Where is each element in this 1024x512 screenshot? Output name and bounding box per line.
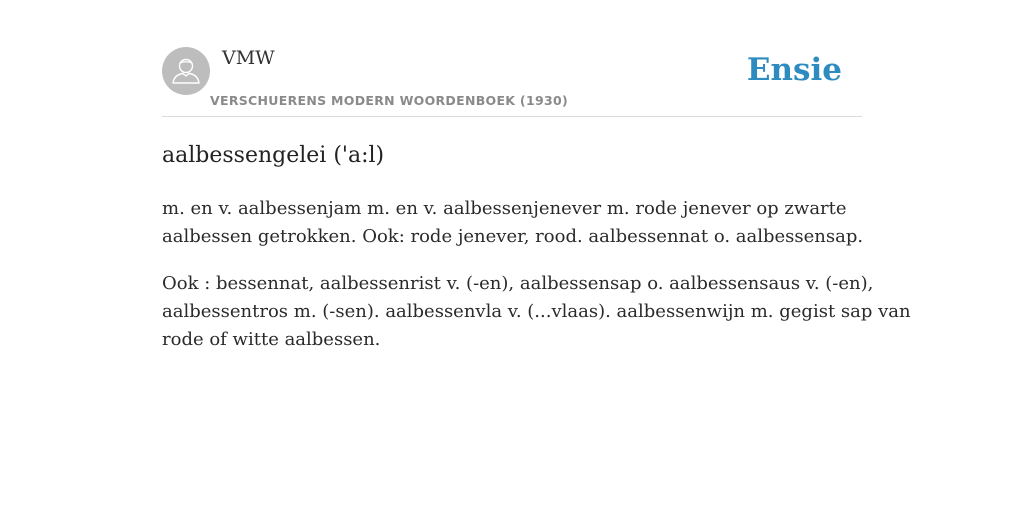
brand-logo-link[interactable]: Ensie — [746, 52, 842, 88]
definition-line: aalbessentros m. (-sen). aalbessenvla v. (...vlaas). aalbessenwijn m. gegist sap van — [162, 301, 911, 322]
definition-paragraph — [162, 270, 911, 354]
definition-card — [162, 0, 911, 354]
definition-line: m. en v. aalbessenjam m. en v. aalbessenjenever m. rode jenever op zwarte — [162, 198, 847, 219]
user-icon — [162, 47, 210, 95]
definition-paragraph — [162, 195, 862, 251]
definition-line: Ook : bessennat, aalbessenrist v. (-en), aalbessensap o. aalbessensaus v. (-en), — [162, 273, 874, 294]
headword: aalbessengelei ('a:l) — [162, 143, 385, 168]
source-label: VERSCHUERENS MODERN WOORDENBOEK (1930) — [210, 93, 568, 108]
author-name: VMW — [222, 47, 275, 69]
avatar — [162, 47, 210, 95]
card-header — [162, 0, 862, 117]
definition-line: rode of witte aalbessen. — [162, 329, 381, 350]
definition-line: aalbessen getrokken. Ook: rode jenever, rood. aalbessennat o. aalbessensap. — [162, 226, 864, 247]
